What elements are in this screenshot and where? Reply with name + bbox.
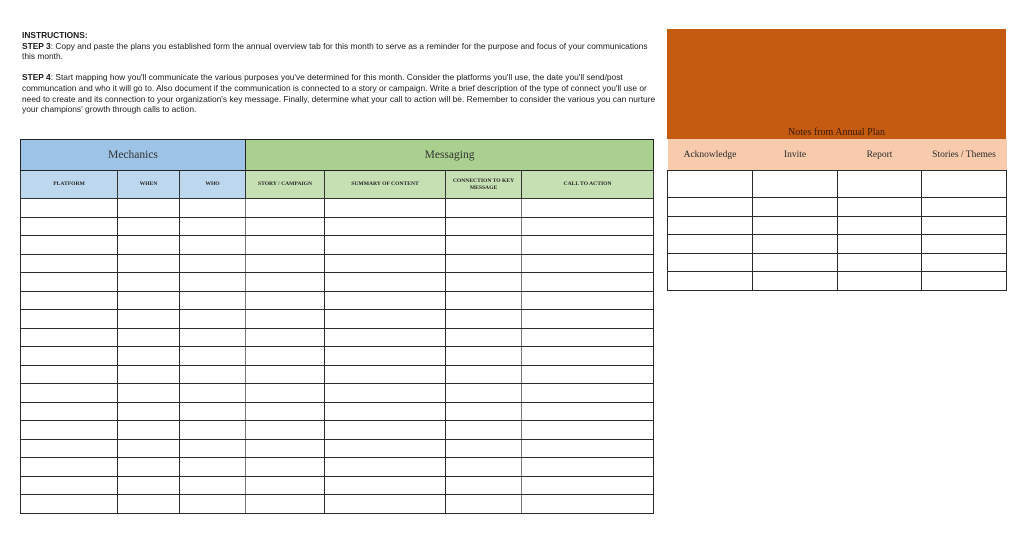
cell-invite[interactable] bbox=[753, 171, 838, 198]
cell-platform[interactable] bbox=[21, 402, 118, 421]
table-row bbox=[21, 421, 654, 440]
table-row bbox=[21, 495, 654, 514]
column-header-call-to-action: CALL TO ACTION bbox=[522, 171, 654, 199]
cell-connection-to-key-message[interactable] bbox=[446, 458, 522, 477]
table-row bbox=[668, 171, 1007, 198]
cell-platform[interactable] bbox=[21, 347, 118, 366]
cell-invite[interactable] bbox=[753, 216, 838, 235]
cell-invite[interactable] bbox=[753, 272, 838, 291]
cell-story-campaign[interactable] bbox=[246, 495, 325, 514]
cell-platform[interactable] bbox=[21, 365, 118, 384]
cell-story-campaign[interactable] bbox=[246, 328, 325, 347]
cell-summary-of-content[interactable] bbox=[325, 365, 446, 384]
cell-summary-of-content[interactable] bbox=[325, 217, 446, 236]
cell-acknowledge[interactable] bbox=[668, 272, 753, 291]
cell-who[interactable] bbox=[180, 384, 246, 403]
column-header-report: Report bbox=[838, 139, 922, 171]
cell-acknowledge[interactable] bbox=[668, 253, 753, 272]
cell-call-to-action[interactable] bbox=[522, 236, 654, 255]
cell-summary-of-content[interactable] bbox=[325, 384, 446, 403]
cell-story-campaign[interactable] bbox=[246, 217, 325, 236]
messaging-group-header: Messaging bbox=[246, 140, 654, 171]
cell-story-campaign[interactable] bbox=[246, 310, 325, 329]
cell-who[interactable] bbox=[180, 328, 246, 347]
cell-connection-to-key-message[interactable] bbox=[446, 328, 522, 347]
table-row bbox=[21, 310, 654, 329]
cell-platform[interactable] bbox=[21, 273, 118, 292]
step-4-paragraph bbox=[22, 72, 662, 114]
table-row bbox=[668, 253, 1007, 272]
cell-stories-themes[interactable] bbox=[922, 253, 1007, 272]
cell-call-to-action[interactable] bbox=[522, 495, 654, 514]
cell-when[interactable] bbox=[118, 402, 180, 421]
cell-who[interactable] bbox=[180, 254, 246, 273]
cell-platform[interactable] bbox=[21, 236, 118, 255]
cell-platform[interactable] bbox=[21, 439, 118, 458]
cell-summary-of-content[interactable] bbox=[325, 310, 446, 329]
cell-call-to-action[interactable] bbox=[522, 439, 654, 458]
cell-connection-to-key-message[interactable] bbox=[446, 310, 522, 329]
cell-call-to-action[interactable] bbox=[522, 458, 654, 477]
cell-summary-of-content[interactable] bbox=[325, 273, 446, 292]
step-4-label: STEP 4 bbox=[22, 72, 51, 83]
cell-story-campaign[interactable] bbox=[246, 402, 325, 421]
cell-who[interactable] bbox=[180, 439, 246, 458]
cell-who[interactable] bbox=[180, 347, 246, 366]
instructions-block bbox=[22, 30, 662, 115]
table-row bbox=[21, 199, 654, 218]
column-header-acknowledge: Acknowledge bbox=[668, 139, 753, 171]
cell-story-campaign[interactable] bbox=[246, 236, 325, 255]
cell-story-campaign[interactable] bbox=[246, 365, 325, 384]
column-header-invite: Invite bbox=[753, 139, 838, 171]
cell-connection-to-key-message[interactable] bbox=[446, 365, 522, 384]
cell-platform[interactable] bbox=[21, 254, 118, 273]
cell-connection-to-key-message[interactable] bbox=[446, 236, 522, 255]
table-row bbox=[668, 272, 1007, 291]
table-row bbox=[21, 236, 654, 255]
cell-platform[interactable] bbox=[21, 199, 118, 218]
cell-who[interactable] bbox=[180, 217, 246, 236]
cell-call-to-action[interactable] bbox=[522, 347, 654, 366]
cell-who[interactable] bbox=[180, 495, 246, 514]
cell-when[interactable] bbox=[118, 217, 180, 236]
cell-acknowledge[interactable] bbox=[668, 216, 753, 235]
notes-title: Notes from Annual Plan bbox=[788, 127, 885, 138]
cell-story-campaign[interactable] bbox=[246, 458, 325, 477]
cell-story-campaign[interactable] bbox=[246, 384, 325, 403]
cell-call-to-action[interactable] bbox=[522, 476, 654, 495]
step-3-paragraph bbox=[22, 41, 662, 62]
cell-report[interactable] bbox=[838, 198, 922, 217]
cell-stories-themes[interactable] bbox=[922, 235, 1007, 254]
cell-stories-themes[interactable] bbox=[922, 198, 1007, 217]
cell-when[interactable] bbox=[118, 310, 180, 329]
cell-platform[interactable] bbox=[21, 458, 118, 477]
cell-when[interactable] bbox=[118, 421, 180, 440]
cell-platform[interactable] bbox=[21, 217, 118, 236]
cell-who[interactable] bbox=[180, 458, 246, 477]
cell-call-to-action[interactable] bbox=[522, 310, 654, 329]
cell-connection-to-key-message[interactable] bbox=[446, 439, 522, 458]
table-row bbox=[668, 216, 1007, 235]
cell-invite[interactable] bbox=[753, 253, 838, 272]
cell-who[interactable] bbox=[180, 273, 246, 292]
column-header-stories-themes: Stories / Themes bbox=[922, 139, 1007, 171]
column-header-connection-to-key-message: CONNECTION TO KEY MESSAGE bbox=[446, 171, 522, 199]
cell-invite[interactable] bbox=[753, 235, 838, 254]
instructions-title: INSTRUCTIONS: bbox=[22, 30, 88, 40]
table-row bbox=[21, 476, 654, 495]
table-row bbox=[668, 235, 1007, 254]
cell-when[interactable] bbox=[118, 365, 180, 384]
cell-story-campaign[interactable] bbox=[246, 476, 325, 495]
cell-acknowledge[interactable] bbox=[668, 198, 753, 217]
cell-who[interactable] bbox=[180, 365, 246, 384]
table-row bbox=[21, 384, 654, 403]
cell-invite[interactable] bbox=[753, 198, 838, 217]
column-header-when: WHEN bbox=[118, 171, 180, 199]
cell-report[interactable] bbox=[838, 253, 922, 272]
cell-summary-of-content[interactable] bbox=[325, 199, 446, 218]
cell-when[interactable] bbox=[118, 328, 180, 347]
cell-summary-of-content[interactable] bbox=[325, 421, 446, 440]
cell-connection-to-key-message[interactable] bbox=[446, 384, 522, 403]
table-row bbox=[21, 328, 654, 347]
cell-platform[interactable] bbox=[21, 328, 118, 347]
cell-call-to-action[interactable] bbox=[522, 328, 654, 347]
communication-plan-table bbox=[20, 139, 654, 514]
cell-story-campaign[interactable] bbox=[246, 439, 325, 458]
cell-call-to-action[interactable] bbox=[522, 199, 654, 218]
cell-acknowledge[interactable] bbox=[668, 171, 753, 198]
cell-platform[interactable] bbox=[21, 384, 118, 403]
cell-call-to-action[interactable] bbox=[522, 402, 654, 421]
cell-stories-themes[interactable] bbox=[922, 216, 1007, 235]
step-3-text: : Copy and paste the plans you established form the annual overview tab for this month to serve as a reminder for the purpose and focus of your communications this month. bbox=[22, 40, 648, 62]
cell-when[interactable] bbox=[118, 347, 180, 366]
cell-platform[interactable] bbox=[21, 495, 118, 514]
cell-platform[interactable] bbox=[21, 421, 118, 440]
cell-connection-to-key-message[interactable] bbox=[446, 495, 522, 514]
cell-connection-to-key-message[interactable] bbox=[446, 291, 522, 310]
table-row bbox=[21, 402, 654, 421]
cell-summary-of-content[interactable] bbox=[325, 476, 446, 495]
cell-summary-of-content[interactable] bbox=[325, 439, 446, 458]
cell-connection-to-key-message[interactable] bbox=[446, 217, 522, 236]
cell-story-campaign[interactable] bbox=[246, 273, 325, 292]
cell-platform[interactable] bbox=[21, 310, 118, 329]
cell-report[interactable] bbox=[838, 216, 922, 235]
main-table-body bbox=[21, 199, 654, 514]
cell-platform[interactable] bbox=[21, 476, 118, 495]
cell-connection-to-key-message[interactable] bbox=[446, 199, 522, 218]
cell-when[interactable] bbox=[118, 495, 180, 514]
cell-call-to-action[interactable] bbox=[522, 291, 654, 310]
cell-story-campaign[interactable] bbox=[246, 199, 325, 218]
column-header-summary-of-content: SUMMARY OF CONTENT bbox=[325, 171, 446, 199]
cell-call-to-action[interactable] bbox=[522, 217, 654, 236]
step-4-text: : Start mapping how you'll communicate the various purposes you've determined for this month. Consider the platforms you'll use, the date you'll send/post communcation and who it will go to. Also document if the communication is connected to a story or campaign. Write a brief description of the type of connect you'll use or need to create and its connection to your organization's key message. Finally, determine what your call to action will be. Remember to consider the various you can nurture your champions' growth through calls to action. bbox=[22, 72, 656, 115]
cell-summary-of-content[interactable] bbox=[325, 495, 446, 514]
cell-when[interactable] bbox=[118, 458, 180, 477]
cell-who[interactable] bbox=[180, 402, 246, 421]
cell-when[interactable] bbox=[118, 476, 180, 495]
cell-stories-themes[interactable] bbox=[922, 171, 1007, 198]
cell-who[interactable] bbox=[180, 476, 246, 495]
cell-summary-of-content[interactable] bbox=[325, 254, 446, 273]
cell-who[interactable] bbox=[180, 291, 246, 310]
cell-connection-to-key-message[interactable] bbox=[446, 476, 522, 495]
table-row bbox=[21, 273, 654, 292]
cell-summary-of-content[interactable] bbox=[325, 328, 446, 347]
cell-report[interactable] bbox=[838, 272, 922, 291]
cell-when[interactable] bbox=[118, 273, 180, 292]
cell-summary-of-content[interactable] bbox=[325, 347, 446, 366]
table-row bbox=[21, 365, 654, 384]
table-row bbox=[21, 458, 654, 477]
mechanics-group-header: Mechanics bbox=[21, 140, 246, 171]
table-row bbox=[21, 439, 654, 458]
column-header-platform: PLATFORM bbox=[21, 171, 118, 199]
cell-acknowledge[interactable] bbox=[668, 235, 753, 254]
cell-call-to-action[interactable] bbox=[522, 421, 654, 440]
cell-summary-of-content[interactable] bbox=[325, 402, 446, 421]
step-3-label: STEP 3 bbox=[22, 40, 51, 51]
table-row bbox=[21, 217, 654, 236]
cell-call-to-action[interactable] bbox=[522, 384, 654, 403]
notes-banner bbox=[667, 29, 1006, 139]
cell-call-to-action[interactable] bbox=[522, 254, 654, 273]
table-row bbox=[21, 291, 654, 310]
cell-story-campaign[interactable] bbox=[246, 291, 325, 310]
cell-connection-to-key-message[interactable] bbox=[446, 273, 522, 292]
notes-from-annual-plan-table bbox=[667, 139, 1007, 291]
cell-summary-of-content[interactable] bbox=[325, 291, 446, 310]
cell-stories-themes[interactable] bbox=[922, 272, 1007, 291]
cell-who[interactable] bbox=[180, 310, 246, 329]
cell-report[interactable] bbox=[838, 235, 922, 254]
cell-when[interactable] bbox=[118, 199, 180, 218]
cell-call-to-action[interactable] bbox=[522, 365, 654, 384]
cell-connection-to-key-message[interactable] bbox=[446, 254, 522, 273]
column-header-story-campaign: STORY / CAMPAIGN bbox=[246, 171, 325, 199]
cell-story-campaign[interactable] bbox=[246, 347, 325, 366]
table-row bbox=[21, 347, 654, 366]
column-header-who: WHO bbox=[180, 171, 246, 199]
cell-story-campaign[interactable] bbox=[246, 421, 325, 440]
cell-summary-of-content[interactable] bbox=[325, 458, 446, 477]
cell-report[interactable] bbox=[838, 171, 922, 198]
notes-table-body bbox=[668, 171, 1007, 291]
cell-when[interactable] bbox=[118, 254, 180, 273]
table-row bbox=[668, 198, 1007, 217]
table-row bbox=[21, 254, 654, 273]
cell-when[interactable] bbox=[118, 384, 180, 403]
cell-connection-to-key-message[interactable] bbox=[446, 421, 522, 440]
cell-when[interactable] bbox=[118, 236, 180, 255]
cell-when[interactable] bbox=[118, 439, 180, 458]
cell-who[interactable] bbox=[180, 236, 246, 255]
cell-connection-to-key-message[interactable] bbox=[446, 402, 522, 421]
cell-connection-to-key-message[interactable] bbox=[446, 347, 522, 366]
cell-who[interactable] bbox=[180, 421, 246, 440]
cell-summary-of-content[interactable] bbox=[325, 236, 446, 255]
cell-when[interactable] bbox=[118, 291, 180, 310]
cell-who[interactable] bbox=[180, 199, 246, 218]
cell-platform[interactable] bbox=[21, 291, 118, 310]
cell-call-to-action[interactable] bbox=[522, 273, 654, 292]
cell-story-campaign[interactable] bbox=[246, 254, 325, 273]
